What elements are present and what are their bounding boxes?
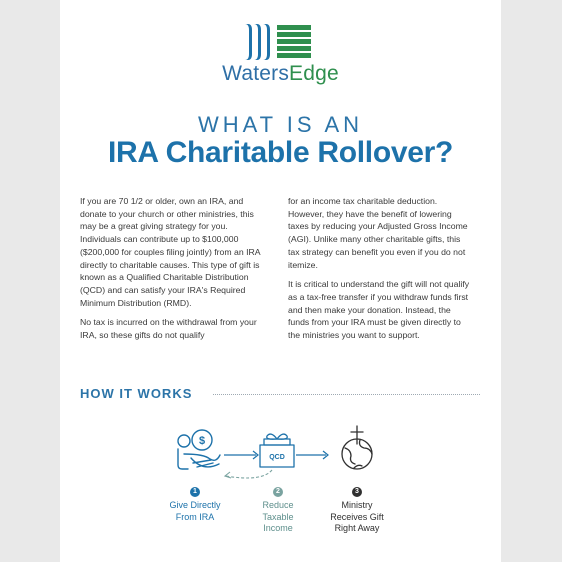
step-label: Give Directly From IRA — [169, 500, 221, 522]
globe-cross-icon — [342, 426, 372, 469]
body-column-left — [80, 195, 265, 349]
body-paragraph: If you are 70 1/2 or older, own an IRA, and donate to your church or other ministries, this may be a great giving strategy for you. Individuals can contribute up to $100,000 ($200,000 for couples filing jointly) from an IRA directly to charitable causes. This type of gift is known as a Qualified Charitable Distribution (QCD) and can satisfy your IRA's Required Minimum Distribution (RMD). — [80, 196, 261, 308]
page-title: IRA Charitable Rollover? — [107, 136, 454, 169]
step-give-directly — [150, 487, 240, 523]
waves-logo-mark — [244, 22, 314, 60]
logo-word-waters: Waters — [222, 62, 290, 85]
flyer-page — [60, 0, 501, 562]
step-number-badge: 1 — [190, 487, 200, 497]
watersedge-logo — [60, 22, 501, 84]
page-kicker: WHAT IS AN — [197, 112, 364, 137]
logo-word-edge: Edge — [289, 62, 339, 85]
step-label: Ministry Receives Gift Right Away — [330, 500, 384, 533]
step-label: Reduce Taxable Income — [262, 500, 294, 533]
gift-box-icon — [260, 434, 294, 467]
body-paragraph: It is critical to understand the gift will not qualify as a tax-free transfer if you withdraw funds first and then make your donation. Instead, the funds from your IRA must be given directly to the ministries you want to support. — [288, 279, 470, 341]
how-it-works-header — [80, 386, 480, 402]
step-number-badge: 3 — [352, 487, 362, 497]
qcd-label: QCD — [269, 454, 285, 461]
body-paragraph: for an income tax charitable deduction. However, they have the benefit of lowering taxes by reducing your Adjusted Gross Income (AGI). Unlike many other charitable gifts, this tax strategy can benefit you even if you do not itemize. — [288, 196, 468, 270]
dollar-glyph: $ — [198, 435, 206, 447]
logo-wordmark — [60, 62, 501, 86]
arrowhead-icon — [225, 472, 231, 478]
step-reduce-income — [233, 487, 323, 535]
section-title: HOW IT WORKS — [80, 386, 193, 401]
step-number-badge: 2 — [273, 487, 283, 497]
how-it-works-diagram — [60, 420, 501, 560]
body-column-right — [288, 195, 473, 349]
dashed-return-arrow — [226, 470, 272, 478]
dotted-divider — [213, 394, 480, 395]
step-ministry-receives — [312, 487, 402, 535]
body-paragraph: No tax is incurred on the withdrawal from your IRA, so these gifts do not qualify — [80, 317, 257, 341]
